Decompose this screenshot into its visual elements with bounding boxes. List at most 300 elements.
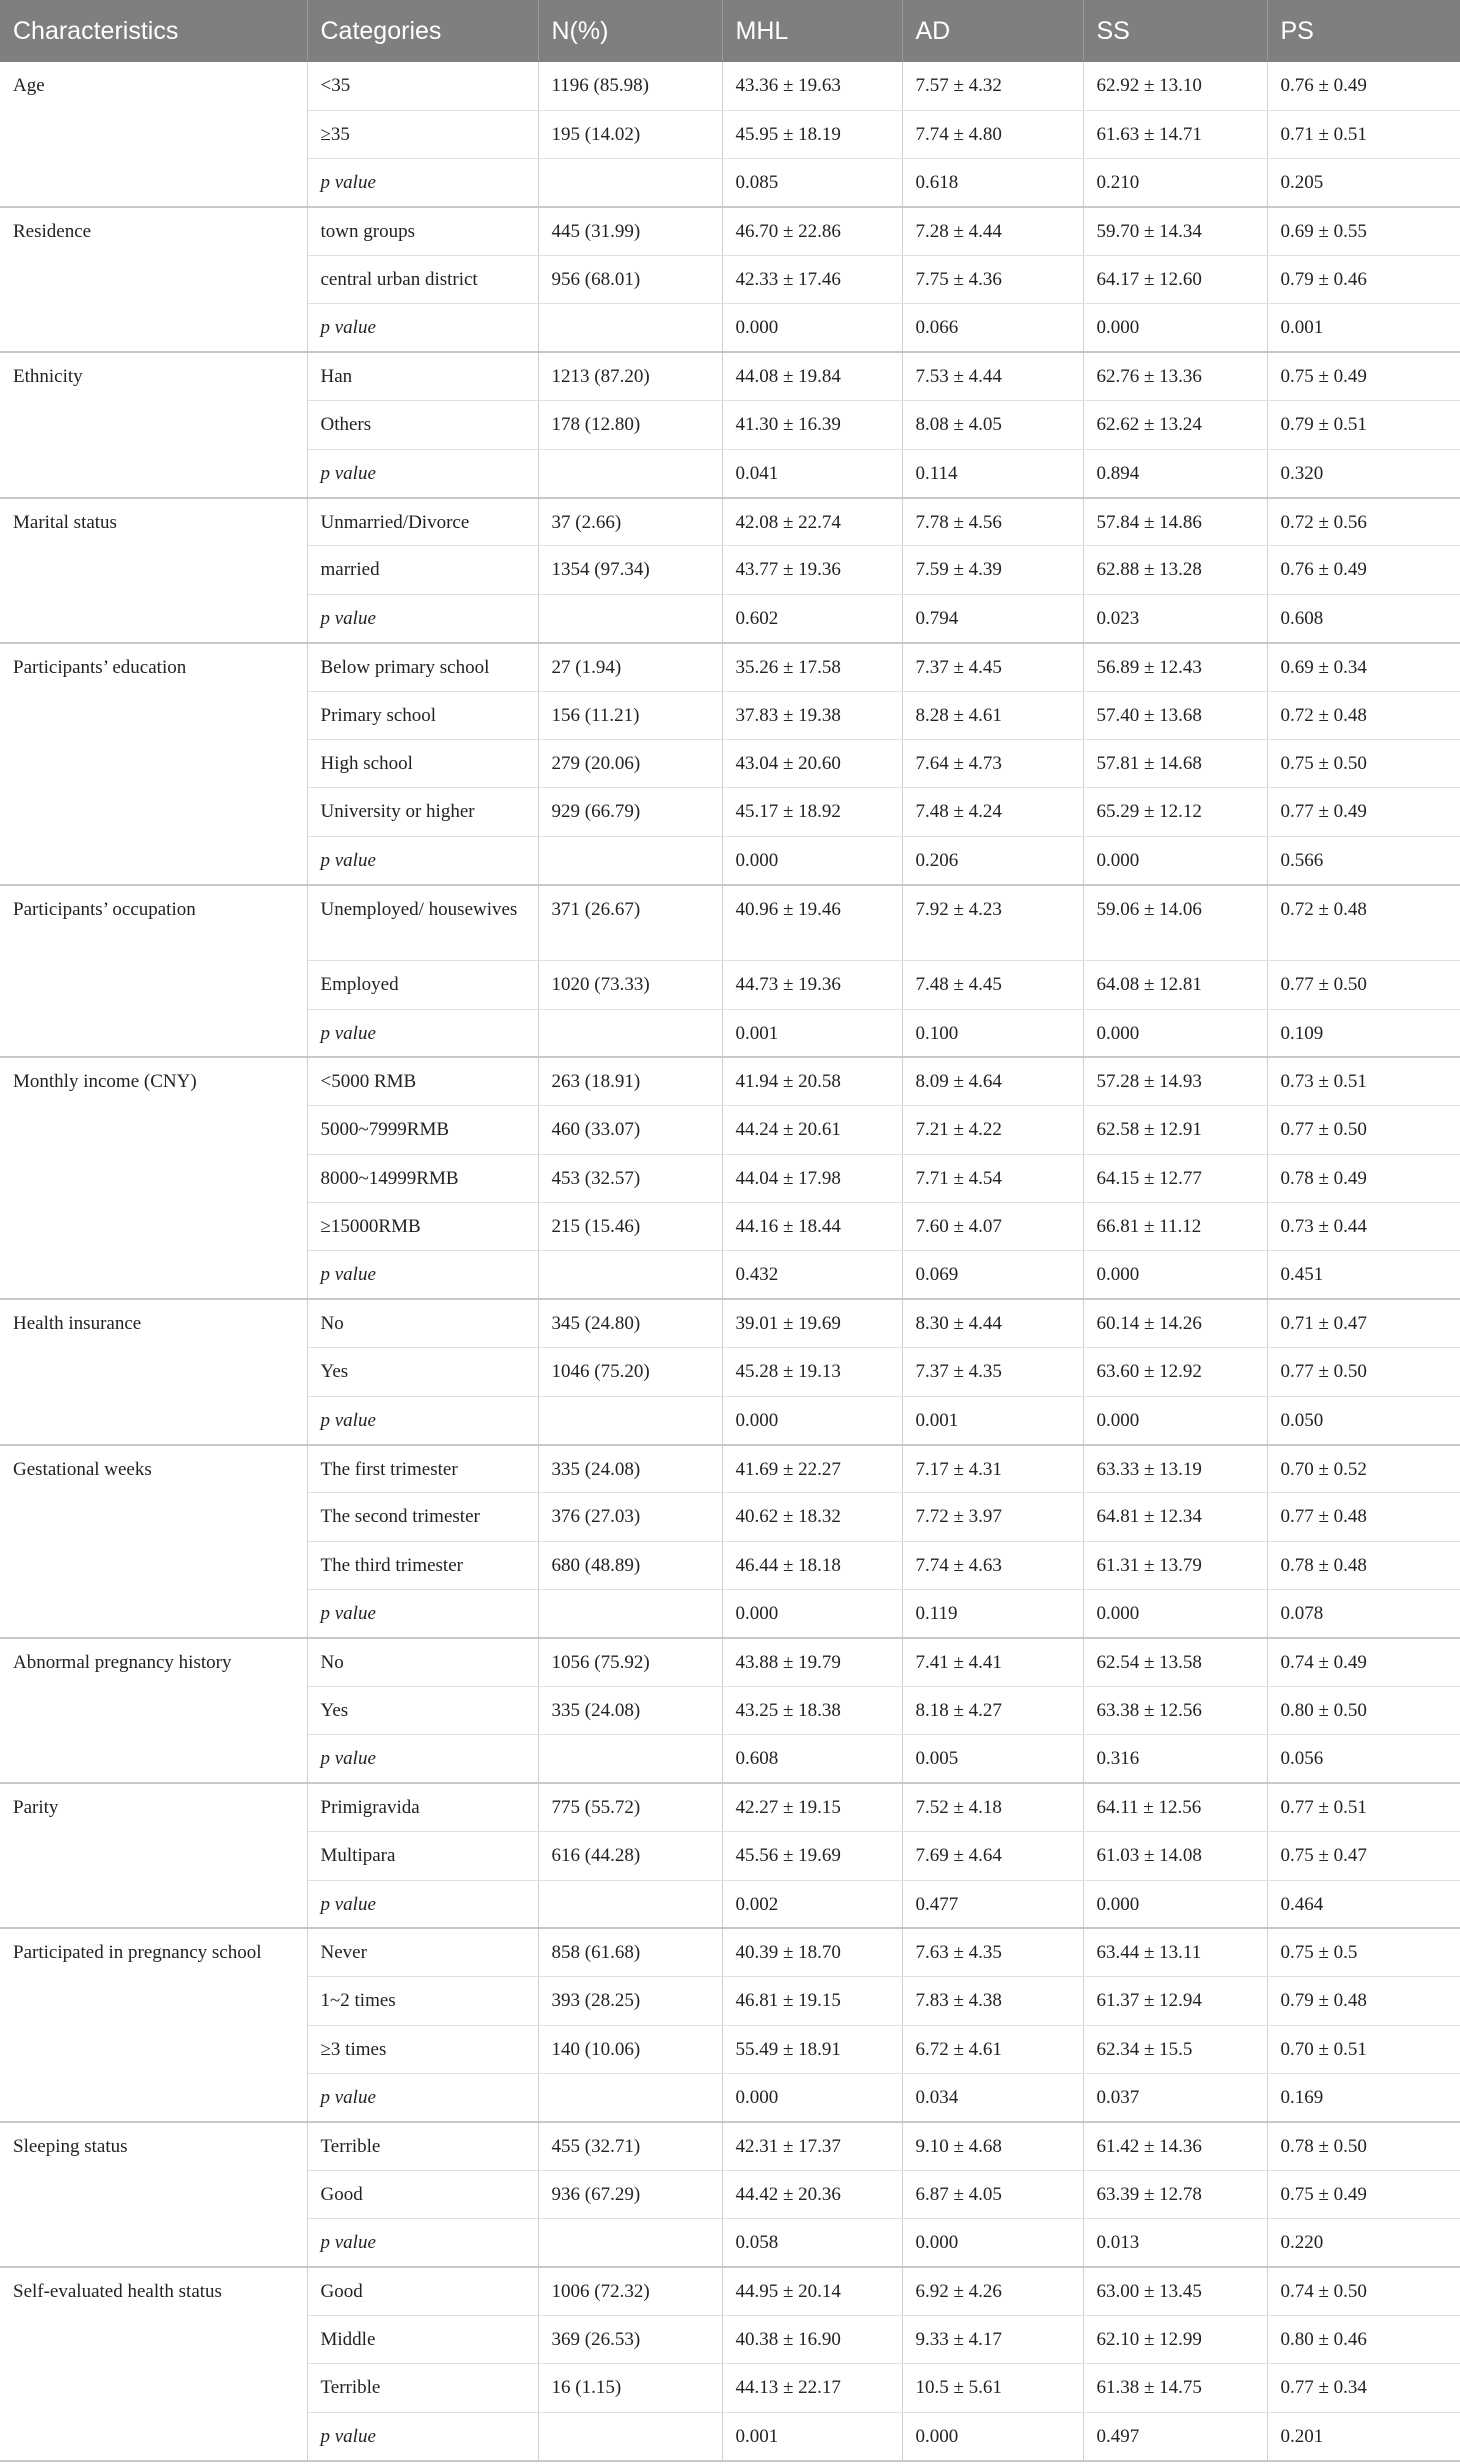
p-value-n-percent-cell	[538, 1009, 722, 1057]
header-mhl: MHL	[722, 0, 902, 62]
ad-cell: 7.41 ± 4.41	[902, 1638, 1083, 1686]
mhl-cell: 37.83 ± 19.38	[722, 691, 902, 739]
ps-cell: 0.77 ± 0.50	[1267, 1348, 1460, 1396]
p-value-ps-cell: 0.109	[1267, 1009, 1460, 1057]
category-cell: Never	[307, 1928, 538, 1976]
ad-cell: 7.71 ± 4.54	[902, 1154, 1083, 1202]
category-cell: Primary school	[307, 691, 538, 739]
p-value-ss-cell: 0.000	[1083, 1880, 1267, 1928]
p-value-mhl-cell: 0.000	[722, 304, 902, 352]
ps-cell: 0.72 ± 0.56	[1267, 498, 1460, 546]
table-row	[0, 207, 1460, 255]
header-ad: AD	[902, 0, 1083, 62]
ss-cell: 57.40 ± 13.68	[1083, 691, 1267, 739]
table-row	[0, 1783, 1460, 1831]
ss-cell: 61.42 ± 14.36	[1083, 2122, 1267, 2170]
p-value-ad-cell: 0.034	[902, 2074, 1083, 2122]
category-cell: Han	[307, 352, 538, 400]
p-value-category-cell: p value	[307, 2412, 538, 2460]
n-percent-cell: 27 (1.94)	[538, 643, 722, 691]
mhl-cell: 40.39 ± 18.70	[722, 1928, 902, 1976]
category-cell: No	[307, 1299, 538, 1347]
p-value-ss-cell: 0.316	[1083, 1735, 1267, 1783]
p-value-n-percent-cell	[538, 1251, 722, 1299]
mhl-cell: 46.44 ± 18.18	[722, 1541, 902, 1589]
n-percent-cell: 858 (61.68)	[538, 1928, 722, 1976]
ps-cell: 0.71 ± 0.47	[1267, 1299, 1460, 1347]
n-percent-cell: 929 (66.79)	[538, 788, 722, 836]
p-value-mhl-cell: 0.000	[722, 1396, 902, 1444]
mhl-cell: 39.01 ± 19.69	[722, 1299, 902, 1347]
header-ss: SS	[1083, 0, 1267, 62]
p-value-category-cell: p value	[307, 449, 538, 497]
mhl-cell: 42.08 ± 22.74	[722, 498, 902, 546]
p-value-category-cell: p value	[307, 2074, 538, 2122]
mhl-cell: 40.96 ± 19.46	[722, 885, 902, 961]
characteristic-cell: Residence	[0, 207, 307, 352]
p-value-mhl-cell: 0.001	[722, 2412, 902, 2460]
category-cell: Terrible	[307, 2122, 538, 2170]
p-value-ss-cell: 0.037	[1083, 2074, 1267, 2122]
ss-cell: 64.15 ± 12.77	[1083, 1154, 1267, 1202]
ps-cell: 0.78 ± 0.49	[1267, 1154, 1460, 1202]
category-cell: University or higher	[307, 788, 538, 836]
ad-cell: 7.59 ± 4.39	[902, 546, 1083, 594]
p-value-n-percent-cell	[538, 304, 722, 352]
category-cell: <35	[307, 62, 538, 110]
n-percent-cell: 460 (33.07)	[538, 1106, 722, 1154]
table-row	[0, 352, 1460, 400]
ss-cell: 63.38 ± 12.56	[1083, 1687, 1267, 1735]
n-percent-cell: 371 (26.67)	[538, 885, 722, 961]
p-value-ps-cell: 0.205	[1267, 159, 1460, 207]
p-value-ps-cell: 0.464	[1267, 1880, 1460, 1928]
ad-cell: 7.52 ± 4.18	[902, 1783, 1083, 1831]
ad-cell: 8.18 ± 4.27	[902, 1687, 1083, 1735]
category-cell: The first trimester	[307, 1445, 538, 1493]
p-value-ps-cell: 0.056	[1267, 1735, 1460, 1783]
ad-cell: 7.60 ± 4.07	[902, 1203, 1083, 1251]
ss-cell: 62.58 ± 12.91	[1083, 1106, 1267, 1154]
p-value-ps-cell: 0.050	[1267, 1396, 1460, 1444]
ps-cell: 0.69 ± 0.55	[1267, 207, 1460, 255]
category-cell: ≥15000RMB	[307, 1203, 538, 1251]
characteristic-cell: Self-evaluated health status	[0, 2267, 307, 2461]
n-percent-cell: 1006 (72.32)	[538, 2267, 722, 2315]
p-value-n-percent-cell	[538, 449, 722, 497]
ps-cell: 0.71 ± 0.51	[1267, 110, 1460, 158]
ss-cell: 63.44 ± 13.11	[1083, 1928, 1267, 1976]
p-value-ad-cell: 0.001	[902, 1396, 1083, 1444]
p-value-mhl-cell: 0.608	[722, 1735, 902, 1783]
category-cell: The third trimester	[307, 1541, 538, 1589]
table-row	[0, 643, 1460, 691]
ss-cell: 64.11 ± 12.56	[1083, 1783, 1267, 1831]
p-value-category-cell: p value	[307, 1735, 538, 1783]
characteristic-cell: Monthly income (CNY)	[0, 1057, 307, 1299]
p-value-ad-cell: 0.000	[902, 2219, 1083, 2267]
mhl-cell: 44.24 ± 20.61	[722, 1106, 902, 1154]
ad-cell: 7.74 ± 4.63	[902, 1541, 1083, 1589]
p-value-ad-cell: 0.100	[902, 1009, 1083, 1057]
ss-cell: 63.33 ± 13.19	[1083, 1445, 1267, 1493]
p-value-ps-cell: 0.451	[1267, 1251, 1460, 1299]
ss-cell: 61.03 ± 14.08	[1083, 1832, 1267, 1880]
category-cell: Primigravida	[307, 1783, 538, 1831]
ad-cell: 8.09 ± 4.64	[902, 1057, 1083, 1105]
p-value-mhl-cell: 0.001	[722, 1009, 902, 1057]
ad-cell: 7.63 ± 4.35	[902, 1928, 1083, 1976]
table-row	[0, 2267, 1460, 2315]
ss-cell: 64.81 ± 12.34	[1083, 1493, 1267, 1541]
ss-cell: 62.34 ± 15.5	[1083, 2025, 1267, 2073]
ss-cell: 61.38 ± 14.75	[1083, 2364, 1267, 2412]
ss-cell: 65.29 ± 12.12	[1083, 788, 1267, 836]
mhl-cell: 40.62 ± 18.32	[722, 1493, 902, 1541]
p-value-mhl-cell: 0.002	[722, 1880, 902, 1928]
ad-cell: 7.64 ± 4.73	[902, 739, 1083, 787]
ad-cell: 7.78 ± 4.56	[902, 498, 1083, 546]
ss-cell: 63.39 ± 12.78	[1083, 2170, 1267, 2218]
mhl-cell: 44.08 ± 19.84	[722, 352, 902, 400]
category-cell: Below primary school	[307, 643, 538, 691]
p-value-n-percent-cell	[538, 1880, 722, 1928]
ps-cell: 0.77 ± 0.48	[1267, 1493, 1460, 1541]
p-value-ad-cell: 0.477	[902, 1880, 1083, 1928]
p-value-n-percent-cell	[538, 2074, 722, 2122]
p-value-n-percent-cell	[538, 1396, 722, 1444]
category-cell: Good	[307, 2267, 538, 2315]
p-value-category-cell: p value	[307, 1396, 538, 1444]
mhl-cell: 43.04 ± 20.60	[722, 739, 902, 787]
ps-cell: 0.73 ± 0.51	[1267, 1057, 1460, 1105]
category-cell: central urban district	[307, 256, 538, 304]
header-n-percent: N(%)	[538, 0, 722, 62]
mhl-cell: 42.31 ± 17.37	[722, 2122, 902, 2170]
p-value-ss-cell: 0.013	[1083, 2219, 1267, 2267]
category-cell: ≥3 times	[307, 2025, 538, 2073]
ps-cell: 0.78 ± 0.50	[1267, 2122, 1460, 2170]
p-value-mhl-cell: 0.000	[722, 1590, 902, 1638]
p-value-category-cell: p value	[307, 836, 538, 884]
ad-cell: 6.92 ± 4.26	[902, 2267, 1083, 2315]
table-body	[0, 62, 1460, 2461]
ss-cell: 61.37 ± 12.94	[1083, 1977, 1267, 2025]
p-value-mhl-cell: 0.000	[722, 2074, 902, 2122]
table-row	[0, 1638, 1460, 1686]
ps-cell: 0.79 ± 0.51	[1267, 401, 1460, 449]
p-value-n-percent-cell	[538, 1735, 722, 1783]
table-row	[0, 1928, 1460, 1976]
ss-cell: 56.89 ± 12.43	[1083, 643, 1267, 691]
mhl-cell: 45.56 ± 19.69	[722, 1832, 902, 1880]
ss-cell: 62.88 ± 13.28	[1083, 546, 1267, 594]
n-percent-cell: 1354 (97.34)	[538, 546, 722, 594]
ss-cell: 57.84 ± 14.86	[1083, 498, 1267, 546]
mhl-cell: 46.81 ± 19.15	[722, 1977, 902, 2025]
ad-cell: 7.75 ± 4.36	[902, 256, 1083, 304]
ps-cell: 0.75 ± 0.49	[1267, 2170, 1460, 2218]
ss-cell: 59.70 ± 14.34	[1083, 207, 1267, 255]
ss-cell: 64.17 ± 12.60	[1083, 256, 1267, 304]
n-percent-cell: 455 (32.71)	[538, 2122, 722, 2170]
mhl-cell: 41.69 ± 22.27	[722, 1445, 902, 1493]
n-percent-cell: 263 (18.91)	[538, 1057, 722, 1105]
p-value-mhl-cell: 0.058	[722, 2219, 902, 2267]
mhl-cell: 55.49 ± 18.91	[722, 2025, 902, 2073]
category-cell: Good	[307, 2170, 538, 2218]
n-percent-cell: 335 (24.08)	[538, 1445, 722, 1493]
characteristic-cell: Age	[0, 62, 307, 207]
p-value-ss-cell: 0.497	[1083, 2412, 1267, 2460]
p-value-category-cell: p value	[307, 1009, 538, 1057]
ad-cell: 7.48 ± 4.24	[902, 788, 1083, 836]
ad-cell: 7.37 ± 4.45	[902, 643, 1083, 691]
category-cell: Unmarried/Divorce	[307, 498, 538, 546]
p-value-ad-cell: 0.066	[902, 304, 1083, 352]
ad-cell: 10.5 ± 5.61	[902, 2364, 1083, 2412]
table-row	[0, 1057, 1460, 1105]
n-percent-cell: 369 (26.53)	[538, 2316, 722, 2364]
characteristic-cell: Sleeping status	[0, 2122, 307, 2267]
mhl-cell: 44.73 ± 19.36	[722, 961, 902, 1009]
table-row	[0, 1299, 1460, 1347]
ss-cell: 62.62 ± 13.24	[1083, 401, 1267, 449]
category-cell: The second trimester	[307, 1493, 538, 1541]
p-value-ss-cell: 0.000	[1083, 304, 1267, 352]
n-percent-cell: 1213 (87.20)	[538, 352, 722, 400]
p-value-category-cell: p value	[307, 1880, 538, 1928]
ss-cell: 61.31 ± 13.79	[1083, 1541, 1267, 1589]
ad-cell: 8.08 ± 4.05	[902, 401, 1083, 449]
ad-cell: 7.92 ± 4.23	[902, 885, 1083, 961]
ss-cell: 57.81 ± 14.68	[1083, 739, 1267, 787]
ps-cell: 0.77 ± 0.50	[1267, 961, 1460, 1009]
ad-cell: 7.69 ± 4.64	[902, 1832, 1083, 1880]
mhl-cell: 44.95 ± 20.14	[722, 2267, 902, 2315]
characteristic-cell: Participated in pregnancy school	[0, 1928, 307, 2122]
ps-cell: 0.69 ± 0.34	[1267, 643, 1460, 691]
p-value-n-percent-cell	[538, 594, 722, 642]
ss-cell: 62.76 ± 13.36	[1083, 352, 1267, 400]
n-percent-cell: 345 (24.80)	[538, 1299, 722, 1347]
p-value-n-percent-cell	[538, 1590, 722, 1638]
ad-cell: 7.21 ± 4.22	[902, 1106, 1083, 1154]
ps-cell: 0.77 ± 0.49	[1267, 788, 1460, 836]
p-value-ss-cell: 0.000	[1083, 1396, 1267, 1444]
p-value-ad-cell: 0.069	[902, 1251, 1083, 1299]
ps-cell: 0.77 ± 0.34	[1267, 2364, 1460, 2412]
table-row	[0, 885, 1460, 961]
p-value-ss-cell: 0.000	[1083, 836, 1267, 884]
characteristic-cell: Health insurance	[0, 1299, 307, 1444]
mhl-cell: 42.33 ± 17.46	[722, 256, 902, 304]
mhl-cell: 44.04 ± 17.98	[722, 1154, 902, 1202]
table-row	[0, 62, 1460, 110]
ss-cell: 63.60 ± 12.92	[1083, 1348, 1267, 1396]
category-cell: ≥35	[307, 110, 538, 158]
n-percent-cell: 215 (15.46)	[538, 1203, 722, 1251]
mhl-cell: 44.42 ± 20.36	[722, 2170, 902, 2218]
characteristic-cell: Participants’ education	[0, 643, 307, 885]
ad-cell: 7.74 ± 4.80	[902, 110, 1083, 158]
p-value-ss-cell: 0.210	[1083, 159, 1267, 207]
p-value-ss-cell: 0.894	[1083, 449, 1267, 497]
ps-cell: 0.75 ± 0.50	[1267, 739, 1460, 787]
p-value-ps-cell: 0.078	[1267, 1590, 1460, 1638]
category-cell: Employed	[307, 961, 538, 1009]
n-percent-cell: 616 (44.28)	[538, 1832, 722, 1880]
table-row	[0, 2122, 1460, 2170]
category-cell: married	[307, 546, 538, 594]
n-percent-cell: 195 (14.02)	[538, 110, 722, 158]
mhl-cell: 43.77 ± 19.36	[722, 546, 902, 594]
n-percent-cell: 936 (67.29)	[538, 2170, 722, 2218]
ps-cell: 0.75 ± 0.47	[1267, 1832, 1460, 1880]
p-value-ps-cell: 0.566	[1267, 836, 1460, 884]
p-value-ad-cell: 0.005	[902, 1735, 1083, 1783]
n-percent-cell: 1056 (75.92)	[538, 1638, 722, 1686]
mhl-cell: 41.94 ± 20.58	[722, 1057, 902, 1105]
mhl-cell: 42.27 ± 19.15	[722, 1783, 902, 1831]
p-value-n-percent-cell	[538, 2219, 722, 2267]
ad-cell: 9.10 ± 4.68	[902, 2122, 1083, 2170]
ps-cell: 0.75 ± 0.49	[1267, 352, 1460, 400]
p-value-n-percent-cell	[538, 836, 722, 884]
p-value-ad-cell: 0.119	[902, 1590, 1083, 1638]
ss-cell: 64.08 ± 12.81	[1083, 961, 1267, 1009]
ps-cell: 0.74 ± 0.49	[1267, 1638, 1460, 1686]
ss-cell: 62.54 ± 13.58	[1083, 1638, 1267, 1686]
ad-cell: 7.28 ± 4.44	[902, 207, 1083, 255]
category-cell: Yes	[307, 1348, 538, 1396]
ad-cell: 7.57 ± 4.32	[902, 62, 1083, 110]
category-cell: town groups	[307, 207, 538, 255]
p-value-ss-cell: 0.000	[1083, 1251, 1267, 1299]
n-percent-cell: 1196 (85.98)	[538, 62, 722, 110]
mhl-cell: 45.17 ± 18.92	[722, 788, 902, 836]
p-value-ps-cell: 0.220	[1267, 2219, 1460, 2267]
ps-cell: 0.79 ± 0.48	[1267, 1977, 1460, 2025]
ps-cell: 0.72 ± 0.48	[1267, 885, 1460, 961]
n-percent-cell: 335 (24.08)	[538, 1687, 722, 1735]
characteristic-cell: Participants’ occupation	[0, 885, 307, 1058]
category-cell: Unemployed/ housewives	[307, 885, 538, 961]
mhl-cell: 44.13 ± 22.17	[722, 2364, 902, 2412]
p-value-ad-cell: 0.114	[902, 449, 1083, 497]
p-value-category-cell: p value	[307, 1251, 538, 1299]
n-percent-cell: 680 (48.89)	[538, 1541, 722, 1589]
ss-cell: 66.81 ± 11.12	[1083, 1203, 1267, 1251]
category-cell: Others	[307, 401, 538, 449]
ad-cell: 9.33 ± 4.17	[902, 2316, 1083, 2364]
p-value-ad-cell: 0.000	[902, 2412, 1083, 2460]
p-value-mhl-cell: 0.041	[722, 449, 902, 497]
category-cell: <5000 RMB	[307, 1057, 538, 1105]
p-value-mhl-cell: 0.085	[722, 159, 902, 207]
ad-cell: 7.17 ± 4.31	[902, 1445, 1083, 1493]
characteristic-cell: Gestational weeks	[0, 1445, 307, 1639]
header-characteristics: Characteristics	[0, 0, 307, 62]
category-cell: Middle	[307, 2316, 538, 2364]
ss-cell: 63.00 ± 13.45	[1083, 2267, 1267, 2315]
table-row	[0, 1445, 1460, 1493]
p-value-mhl-cell: 0.602	[722, 594, 902, 642]
mhl-cell: 40.38 ± 16.90	[722, 2316, 902, 2364]
category-cell: No	[307, 1638, 538, 1686]
ss-cell: 59.06 ± 14.06	[1083, 885, 1267, 961]
ss-cell: 62.10 ± 12.99	[1083, 2316, 1267, 2364]
ad-cell: 8.30 ± 4.44	[902, 1299, 1083, 1347]
ps-cell: 0.77 ± 0.50	[1267, 1106, 1460, 1154]
p-value-n-percent-cell	[538, 2412, 722, 2460]
n-percent-cell: 156 (11.21)	[538, 691, 722, 739]
p-value-ss-cell: 0.000	[1083, 1590, 1267, 1638]
category-cell: Yes	[307, 1687, 538, 1735]
ad-cell: 7.48 ± 4.45	[902, 961, 1083, 1009]
p-value-mhl-cell: 0.432	[722, 1251, 902, 1299]
ps-cell: 0.78 ± 0.48	[1267, 1541, 1460, 1589]
ps-cell: 0.70 ± 0.52	[1267, 1445, 1460, 1493]
mhl-cell: 45.28 ± 19.13	[722, 1348, 902, 1396]
category-cell: Terrible	[307, 2364, 538, 2412]
ps-cell: 0.72 ± 0.48	[1267, 691, 1460, 739]
n-percent-cell: 453 (32.57)	[538, 1154, 722, 1202]
mhl-cell: 45.95 ± 18.19	[722, 110, 902, 158]
ss-cell: 57.28 ± 14.93	[1083, 1057, 1267, 1105]
header-row	[0, 0, 1460, 62]
n-percent-cell: 279 (20.06)	[538, 739, 722, 787]
p-value-category-cell: p value	[307, 159, 538, 207]
p-value-category-cell: p value	[307, 304, 538, 352]
n-percent-cell: 775 (55.72)	[538, 1783, 722, 1831]
ps-cell: 0.74 ± 0.50	[1267, 2267, 1460, 2315]
p-value-ps-cell: 0.001	[1267, 304, 1460, 352]
n-percent-cell: 393 (28.25)	[538, 1977, 722, 2025]
ss-cell: 61.63 ± 14.71	[1083, 110, 1267, 158]
ps-cell: 0.80 ± 0.50	[1267, 1687, 1460, 1735]
n-percent-cell: 37 (2.66)	[538, 498, 722, 546]
p-value-ad-cell: 0.794	[902, 594, 1083, 642]
p-value-mhl-cell: 0.000	[722, 836, 902, 884]
n-percent-cell: 956 (68.01)	[538, 256, 722, 304]
p-value-ps-cell: 0.201	[1267, 2412, 1460, 2460]
ps-cell: 0.79 ± 0.46	[1267, 256, 1460, 304]
category-cell: High school	[307, 739, 538, 787]
ps-cell: 0.80 ± 0.46	[1267, 2316, 1460, 2364]
ps-cell: 0.75 ± 0.5	[1267, 1928, 1460, 1976]
mhl-cell: 43.36 ± 19.63	[722, 62, 902, 110]
p-value-category-cell: p value	[307, 2219, 538, 2267]
n-percent-cell: 1020 (73.33)	[538, 961, 722, 1009]
category-cell: 1~2 times	[307, 1977, 538, 2025]
ad-cell: 7.72 ± 3.97	[902, 1493, 1083, 1541]
p-value-ad-cell: 0.206	[902, 836, 1083, 884]
header-categories: Categories	[307, 0, 538, 62]
mhl-cell: 46.70 ± 22.86	[722, 207, 902, 255]
ad-cell: 7.53 ± 4.44	[902, 352, 1083, 400]
mhl-cell: 43.25 ± 18.38	[722, 1687, 902, 1735]
p-value-ss-cell: 0.023	[1083, 594, 1267, 642]
category-cell: Multipara	[307, 1832, 538, 1880]
mhl-cell: 41.30 ± 16.39	[722, 401, 902, 449]
ps-cell: 0.73 ± 0.44	[1267, 1203, 1460, 1251]
ps-cell: 0.70 ± 0.51	[1267, 2025, 1460, 2073]
characteristic-cell: Marital status	[0, 498, 307, 643]
n-percent-cell: 16 (1.15)	[538, 2364, 722, 2412]
ps-cell: 0.76 ± 0.49	[1267, 62, 1460, 110]
characteristic-cell: Abnormal pregnancy history	[0, 1638, 307, 1783]
